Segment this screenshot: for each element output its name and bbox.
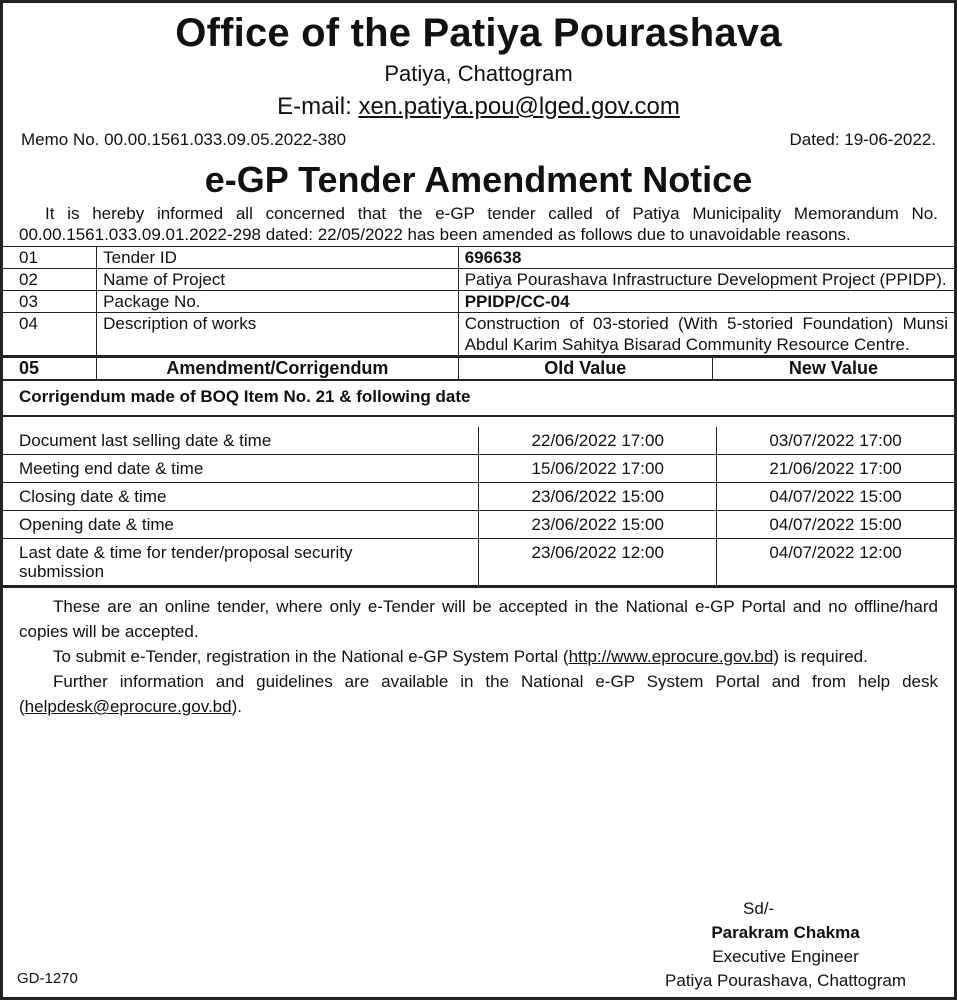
row-label: Name of Project <box>97 269 459 291</box>
table-row <box>3 269 954 291</box>
memo-number: Memo No. 00.00.1561.033.09.05.2022-380 <box>21 130 347 149</box>
signatory-designation: Executive Engineer <box>712 947 859 966</box>
table-row <box>3 427 954 455</box>
gd-code: GD-1270 <box>17 970 78 987</box>
office-location: Patiya, Chattogram <box>384 61 573 86</box>
text: Further information and guidelines are available in the National e-GP System Portal and from help desk ( <box>19 672 938 716</box>
table-row <box>3 313 954 357</box>
row-value: Patiya Pourashava Infrastructure Development Project (PPIDP). <box>458 269 954 291</box>
amendment-label: Amendment/Corrigendum <box>97 357 459 381</box>
row-label: Tender ID <box>97 247 459 269</box>
new-value: 21/06/2022 17:00 <box>717 455 954 483</box>
table-row <box>3 291 954 313</box>
email-link[interactable]: xen.patiya.pou@lged.gov.com <box>358 93 680 120</box>
eprocure-link[interactable]: http://www.eprocure.gov.bd <box>568 647 774 666</box>
row-number: 03 <box>3 291 97 313</box>
new-value: 03/07/2022 17:00 <box>717 427 954 455</box>
change-item: Meeting end date & time <box>3 455 479 483</box>
old-value-header: Old Value <box>458 357 712 381</box>
new-value-header: New Value <box>712 357 954 381</box>
row-label: Description of works <box>97 313 459 357</box>
row-number: 02 <box>3 269 97 291</box>
row-number: 04 <box>3 313 97 357</box>
email-label: E-mail: <box>277 93 352 120</box>
old-value: 15/06/2022 17:00 <box>479 455 717 483</box>
signatory-office: Patiya Pourashava, Chattogram <box>665 971 906 990</box>
new-value: 04/07/2022 12:00 <box>717 539 954 586</box>
row-number: 01 <box>3 247 97 269</box>
paragraph-helpdesk <box>19 669 938 719</box>
table-row <box>3 483 954 511</box>
intro-paragraph <box>3 203 954 245</box>
office-title: Office of the Patiya Pourashava <box>175 11 782 55</box>
text: To submit e-Tender, registration in the National e-GP System Portal ( <box>53 647 569 666</box>
old-value: 23/06/2022 15:00 <box>479 511 717 539</box>
helpdesk-email-link[interactable]: helpdesk@eprocure.gov.bd <box>24 697 232 716</box>
change-item: Closing date & time <box>3 483 479 511</box>
old-value: 22/06/2022 17:00 <box>479 427 717 455</box>
paragraph-registration <box>19 644 938 669</box>
old-value: 23/06/2022 15:00 <box>479 483 717 511</box>
memo-date: Dated: 19-06-2022. <box>789 130 936 149</box>
paragraph-online: These are an online tender, where only e-Tender will be accepted in the National e-GP Portal and no offline/hard copies will be accepted. <box>19 597 938 641</box>
row-value: PPIDP/CC-04 <box>458 291 954 313</box>
text: ). <box>231 697 242 716</box>
new-value: 04/07/2022 15:00 <box>717 511 954 539</box>
corrigendum-note: Corrigendum made of BOQ Item No. 21 & following date <box>3 381 954 417</box>
notice-heading: e-GP Tender Amendment Notice <box>204 159 753 200</box>
table-row <box>3 539 954 586</box>
instructions <box>3 586 954 719</box>
signature-block <box>665 897 906 993</box>
table-row <box>3 247 954 269</box>
text: ) is required. <box>773 647 868 666</box>
row-value: Construction of 03-storied (With 5-storied Foundation) Munsi Abdul Karim Sahitya Bisarad Community Resource Centre. <box>458 313 954 357</box>
details-table <box>3 246 954 381</box>
email-line <box>3 92 954 122</box>
change-item: Document last selling date & time <box>3 427 479 455</box>
date-changes-table <box>3 427 954 586</box>
change-item: Opening date & time <box>3 511 479 539</box>
change-item: Last date & time for tender/proposal security submission <box>3 539 479 586</box>
row-number: 05 <box>3 357 97 381</box>
signature-mark: Sd/- <box>743 899 775 918</box>
table-row <box>3 511 954 539</box>
row-label: Package No. <box>97 291 459 313</box>
old-value: 23/06/2022 12:00 <box>479 539 717 586</box>
new-value: 04/07/2022 15:00 <box>717 483 954 511</box>
row-value: 696638 <box>458 247 954 269</box>
signatory-name: Parakram Chakma <box>711 923 860 942</box>
memo-row <box>3 129 954 151</box>
amendment-header-row <box>3 357 954 381</box>
table-row <box>3 455 954 483</box>
intro-text: It is hereby informed all concerned that the e-GP tender called of Patiya Municipality Memorandum No. 00.00.1561.033.09.01.2022-298 dated: 22/05/2022 has been amended as follows due to unavoidable reasons. <box>19 204 938 244</box>
